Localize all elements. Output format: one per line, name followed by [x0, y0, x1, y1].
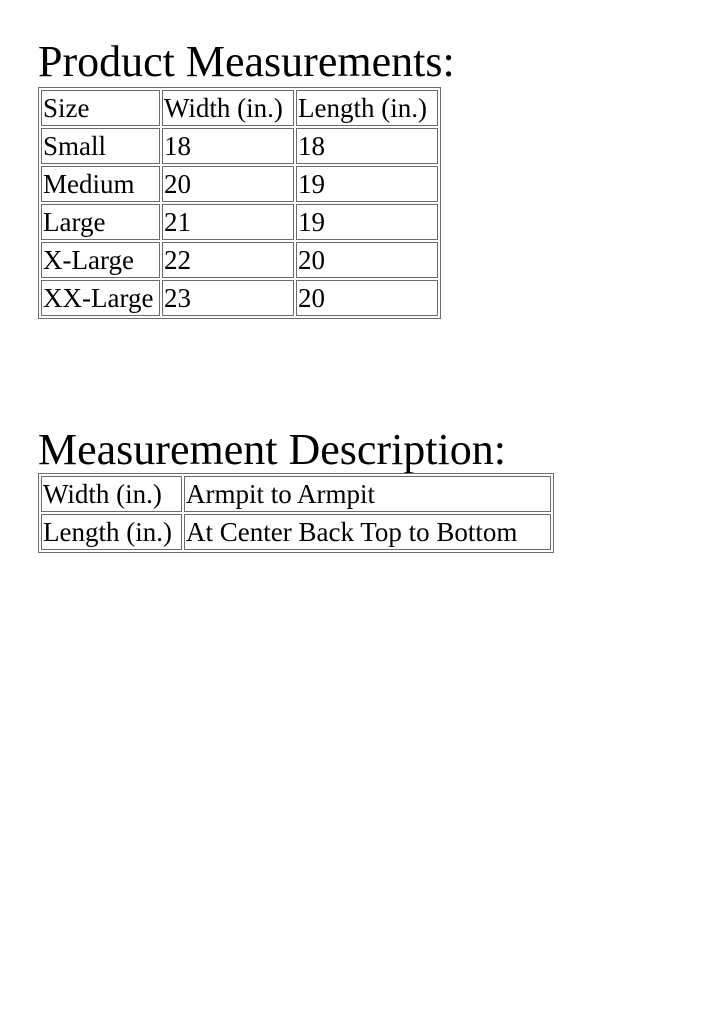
table-row — [41, 514, 551, 550]
length-cell: 19 — [296, 204, 438, 240]
width-cell: 23 — [162, 280, 294, 316]
size-cell: Small — [41, 128, 160, 164]
header-cell-width: Width (in.) — [162, 90, 294, 126]
size-cell: Medium — [41, 166, 160, 202]
table-row — [41, 242, 438, 278]
width-cell: 22 — [162, 242, 294, 278]
width-cell: 20 — [162, 166, 294, 202]
table-row — [41, 476, 551, 512]
table-row — [41, 204, 438, 240]
header-cell-size: Size — [41, 90, 160, 126]
table-header-row — [41, 90, 438, 126]
measurement-description-table — [38, 473, 554, 553]
table-row — [41, 166, 438, 202]
measurement-description-cell: At Center Back Top to Bottom — [184, 514, 551, 550]
measurement-name-cell: Width (in.) — [41, 476, 182, 512]
table-row — [41, 128, 438, 164]
size-cell: X-Large — [41, 242, 160, 278]
measurement-description-title: Measurement Description: — [38, 425, 506, 474]
length-cell: 18 — [296, 128, 438, 164]
measurement-name-cell: Length (in.) — [41, 514, 182, 550]
width-cell: 21 — [162, 204, 294, 240]
product-measurements-table — [38, 87, 441, 319]
length-cell: 19 — [296, 166, 438, 202]
table-row — [41, 280, 438, 316]
product-measurements-title: Product Measurements: — [38, 37, 455, 86]
length-cell: 20 — [296, 242, 438, 278]
header-cell-length: Length (in.) — [296, 90, 438, 126]
width-cell: 18 — [162, 128, 294, 164]
size-cell: XX-Large — [41, 280, 160, 316]
measurement-description-cell: Armpit to Armpit — [184, 476, 551, 512]
length-cell: 20 — [296, 280, 438, 316]
size-cell: Large — [41, 204, 160, 240]
